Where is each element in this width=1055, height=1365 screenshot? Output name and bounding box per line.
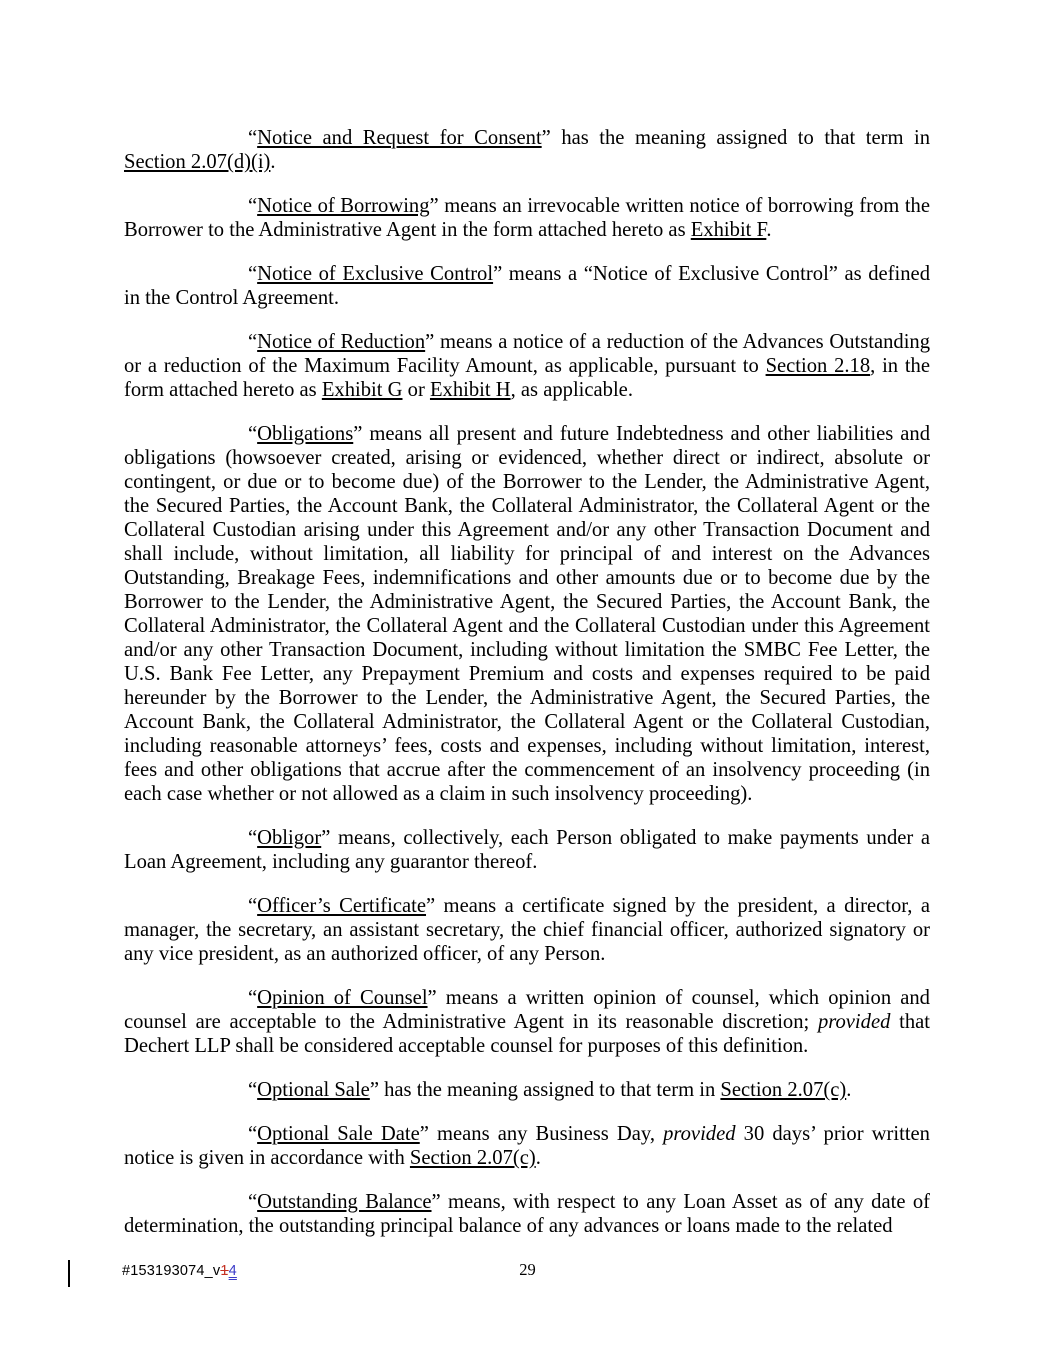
defined-term: Outstanding Balance (257, 1191, 432, 1213)
defined-term: Opinion of Counsel (257, 987, 428, 1009)
page-number: 29 (519, 1260, 536, 1279)
text-run: ” means any Business Day, (419, 1123, 664, 1145)
paragraph (124, 894, 930, 966)
text-run: ” means a certificate signed by the president, a director, a manager, the secretary, an assistant secretary, the chief financial officer, authorized signatory or any vice president, as an authorized officer, of any Person. (124, 895, 930, 965)
defined-term: Officer’s Certificate (257, 895, 427, 917)
text-run: ” means, collectively, each Person obligated to make payments under a Loan Agreement, including any guarantor thereof. (124, 827, 930, 873)
defined-term: Notice and Request for Consent (257, 127, 542, 149)
text-run: ” has the meaning assigned to that term in (541, 127, 930, 149)
defined-term: Optional Sale (257, 1079, 370, 1101)
text-run: “ (248, 827, 258, 849)
text-run: “ (248, 1079, 258, 1101)
text-run: ” has the meaning assigned to that term in (369, 1079, 721, 1101)
defined-term: Exhibit F (690, 219, 767, 241)
text-run: “ (248, 1123, 258, 1145)
defined-term: Exhibit G (321, 379, 403, 401)
document-body (124, 126, 930, 1258)
text-run: . (270, 151, 276, 173)
paragraph (124, 1078, 930, 1102)
text-run: “ (248, 195, 258, 217)
paragraph (124, 262, 930, 310)
text-run: , in the form attached hereto as (124, 355, 930, 401)
paragraph (124, 1190, 930, 1238)
defined-term: Section 2.18 (765, 355, 871, 377)
defined-term: Obligor (257, 827, 322, 849)
text-run: “ (248, 1191, 258, 1213)
text-run: , as applicable. (510, 379, 633, 401)
paragraph (124, 330, 930, 402)
text-run: ” means a written opinion of counsel, which opinion and counsel are acceptable to the Administrative Agent in its reasonable discretion; (124, 987, 930, 1033)
paragraph (124, 422, 930, 806)
text-run: or (402, 379, 430, 401)
text-run: ” means a “Notice of Exclusive Control” as defined in the Control Agreement. (124, 263, 930, 309)
defined-term: Section 2.07(d)(i) (124, 151, 271, 173)
defined-term: Section 2.07(c) (409, 1147, 536, 1169)
text-run: ” means, with respect to any Loan Asset as of any date of determination, the outstanding principal balance of any advances or loans made to the related (124, 1191, 930, 1237)
text-run: “ (248, 127, 258, 149)
text-run: “ (248, 895, 258, 917)
text-run: ” means all present and future Indebtedness and other liabilities and obligations (howsoever created, arising or evidenced, whether direct or indirect, absolute or contingent, or due or to become due) of the Borrower to the Lender, the Administrative Agent, the Secured Parties, the Account Bank, the Collateral Administrator, the Collateral Agent or the Collateral Custodian arising under this Agreement and/or any other Transaction Document and shall include, without limitation, all liability for principal of and interest on the Advances Outstanding, Breakage Fees, indemnifications and other amounts due or to become due by the Borrower to the Lender, the Administrative Agent, the Secured Parties, the Account Bank, the Collateral Administrator, the Collateral Agent and the Collateral Custodian under this Agreement and/or any other Transaction Document, including without limitation the SMBC Fee Letter, the U.S. Bank Fee Letter, any Prepayment Premium and costs and expenses required to be paid hereunder by the Borrower to the Lender, the Administrative Agent, the Secured Parties, the Account Bank, the Collateral Administrator, the Collateral Agent or the Collateral Custodian, including reasonable attorneys’ fees, costs and expenses, including without limitation, interest, fees and other obligations that accrue after the commencement of an insolvency proceeding (in each case whether or not allowed as a claim in such insolvency proceeding). (124, 423, 930, 805)
text-run: “ (248, 331, 258, 353)
text-run: “ (248, 423, 258, 445)
paragraph (124, 126, 930, 174)
text-run: . (535, 1147, 541, 1169)
paragraph (124, 1122, 930, 1170)
text-run: “ (248, 263, 258, 285)
defined-term: Optional Sale Date (257, 1123, 420, 1145)
defined-term: Exhibit H (429, 379, 511, 401)
paragraph (124, 826, 930, 874)
defined-term: Section 2.07(c) (720, 1079, 847, 1101)
defined-term: Obligations (257, 423, 354, 445)
text-run: provided (663, 1123, 736, 1145)
defined-term: Notice of Borrowing (257, 195, 430, 217)
paragraph (124, 194, 930, 242)
text-run: ” means a notice of a reduction of the Advances Outstanding or a reduction of the Maximum Facility Amount, as applicable, pursuant to (124, 331, 931, 377)
text-run: “ (248, 987, 258, 1009)
text-run: ” means an irrevocable written notice of borrowing from the Borrower to the Administrative Agent in the form attached hereto as (124, 195, 930, 241)
document-id-prefix: #153193074_v (122, 1263, 221, 1279)
defined-term: Notice of Exclusive Control (257, 263, 494, 285)
text-run: that Dechert LLP shall be considered acceptable counsel for purposes of this definition. (124, 1011, 930, 1057)
text-run: 30 days’ prior written notice is given in accordance with (124, 1123, 930, 1169)
paragraph (124, 986, 930, 1058)
text-run: . (766, 219, 772, 241)
document-id-deleted-text: 1 (220, 1263, 229, 1279)
text-run: . (846, 1079, 852, 1101)
defined-term: Notice of Reduction (257, 331, 426, 353)
document-id-inserted-text: 4 (228, 1263, 237, 1279)
text-run: provided (817, 1011, 891, 1033)
